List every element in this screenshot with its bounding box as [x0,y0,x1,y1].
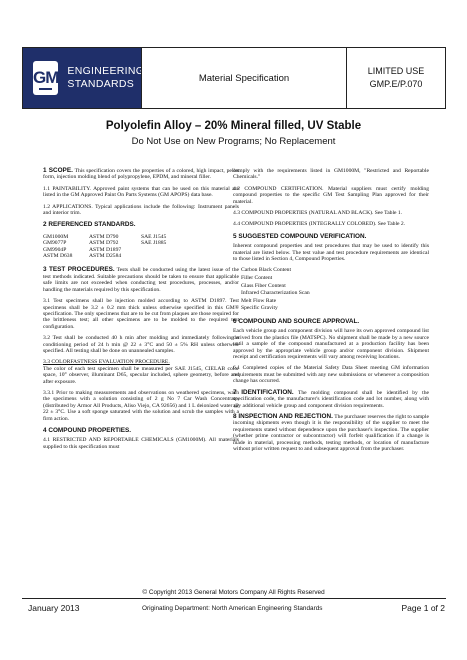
section-6-1: 6.1 Completed copies of the Material Safety Data Sheet meeting GM information requirements must be submitted with any new submissions or whenever a composition change has occurred. [233,365,429,385]
section-6-text: Each vehicle group and component division will have its own approved compound list derived from the plastics file (MATSPC). No shipment shall be made by a new source until a sample of the compound manufactured at a production facility has been approved by the appropriate vehicle group and/or component division. Shipment receipt and certification requirements will vary among receiving locations. [233,328,429,361]
spec-number: GMP.E/P.070 [369,79,423,89]
material-specification-label: Material Specification [141,48,347,108]
section-3-test-procedures: 3 TEST PROCEDURES. Tests shall be conducted using the latest issue of the test methods indicated. Suitable precautions should be taken to ensure that applicable safe limits are not exceeded when conducting test procedures, processes, and/or handling the materials required by this specification. [43,266,240,293]
footer-divider [22,598,446,599]
list-item: Filler Content [241,275,273,282]
list-item: Carbon Black Content [241,267,292,274]
engineering-standards-label: ENGINEERING STANDARDS [67,65,145,90]
section-3-3-colorfastness: 3.3 COLORFASTNESS EVALUATION PROCEDURE. The color of each test specimen shall be measured per SAE J1545, CIELAB color space, 10° observer, illuminant D65, specular included, sphere geometry, before and after exposure. [43,359,239,385]
list-item: Infrared Characterization Scan [241,290,310,297]
section-1-1-paintability: 1.1 PAINTABILITY. Approved paint systems that can be used on this material are listed in the GM Approved Paint On Parts Systems (GM APOPS) data base. [43,185,239,199]
copyright-notice: © Copyright 2013 General Motors Company All Rights Reserved [142,589,325,596]
document-title: Polyolefin Alloy – 20% Mineral filled, UV Stable [105,120,362,132]
footer-date: January 2013 [28,603,80,613]
section-2-heading: 2 REFERENCED STANDARDS. [43,221,136,229]
spec-reference [347,48,445,108]
document-subtitle: Do Not Use on New Programs; No Replacement [131,136,336,147]
originating-department: Originating Department: North American Engineering Standards [142,605,323,612]
document-header [22,47,446,109]
list-item: Glass Fiber Content [241,282,286,289]
section-4-heading: 4 COMPOUND PROPERTIES. [43,427,132,434]
section-4-1: 4.1 RESTRICTED AND REPORTABLE CHEMICALS (GM1000M). All materials supplied to this specification must [43,437,239,450]
section-7-identification: 7 IDENTIFICATION. The molding compound shall be identified by the specification code, the manufacturer's identification code and lot number, along with any additional vehicle group and component division requirements. [233,388,429,409]
left-column [43,168,239,455]
section-3-3-1: 3.3.1 Prior to making measurements and observations on weathered specimens, wash the specimens with a solution consisting of 2 g No 7 Car Wash Concentrate, (distributed by Armor All Products, Aliso Viejo, CA 92656) and 1 L deionized water @ 22 ± 3°C. Use a soft sponge saturated with the solution and scrub the samples with a firm action. [43,389,239,422]
list-item: Specific Gravity [241,305,278,312]
list-item: Melt Flow Rate [241,297,277,304]
section-4-3: 4.3 COMPOUND PROPERTIES (NATURAL AND BLACK). See Table 1. [233,210,403,217]
section-3-1: 3.1 Test specimens shall be injection molded according to ASTM D1897. Test specimens shall be 3.2 ± 0.2 mm thick unless otherwise specified in this GM® specification. The only specimens that are to be cut from plaques are those required for the brittleness test; all other specimens are to be molded to the required test configuration. [43,298,239,330]
section-6-heading: 6 COMPOUND AND SOURCE APPROVAL. [233,318,360,326]
section-4-2: 4.2 COMPOUND CERTIFICATION. Material suppliers must certify molding compound properties to the specific GM Test Sampling Plan approved for their material. [233,185,429,205]
section-4-1-continued: comply with the requirements listed in GM1000M, "Restricted and Reportable Chemicals." [233,168,429,181]
section-5-text: Inherent compound properties and test procedures that may be used to identify this material are listed below. The test value and test procedure requirements are identical to those listed in Section 4, Compound Properties. [233,243,429,263]
referenced-standards-list: GM1000M ASTM D790 SAE J1545 GM9077P ASTM D792 SAE J1885 GM9904P ASTM D1897 ASTM D638 ASTM D2584 [43,233,167,260]
verification-property-list [241,267,429,313]
limited-use-label: LIMITED USE [367,66,425,76]
gm-logo: GM [33,61,58,95]
right-column [233,168,429,457]
section-8-inspection: 8 INSPECTION AND REJECTION. The purchaser reserves the right to sample incoming shipments even though it is the responsibility of the supplier to meet the requirements stated without dependence upon the purchaser's inspection. The supplier (whether prime contractor or subcontractor) will forfeit qualification if a change is made in material, processing methods, testing methods, or location of manufacture without prior written request to and subsequent approval from the purchaser. [233,412,430,452]
section-3-2: 3.2 Test shall be conducted 40 h min after molding and immediately following a conditioning period of 24 h min @ 22 ± 3°C and 50 ± 5% RH unless otherwise specified. All testing shall be done on unannealed samples. [43,335,239,354]
section-5-heading: 5 SUGGESTED COMPOUND VERIFICATION. [233,232,367,240]
section-1-2-applications: 1.2 APPLICATIONS. Typical applications include the following: Instrument panels and interior trim. [43,203,239,217]
logo-block [23,48,145,108]
page-number: Page 1 of 2 [401,603,445,613]
section-4-4: 4.4 COMPOUND PROPERTIES (INTEGRALLY COLORED). See Table 2. [233,221,406,228]
section-1-scope: 1 SCOPE. This specification covers the properties of a colored, high impact, pellet form, injection molding blend of polypropylene, EPDM, and mineral filler. [43,167,239,181]
